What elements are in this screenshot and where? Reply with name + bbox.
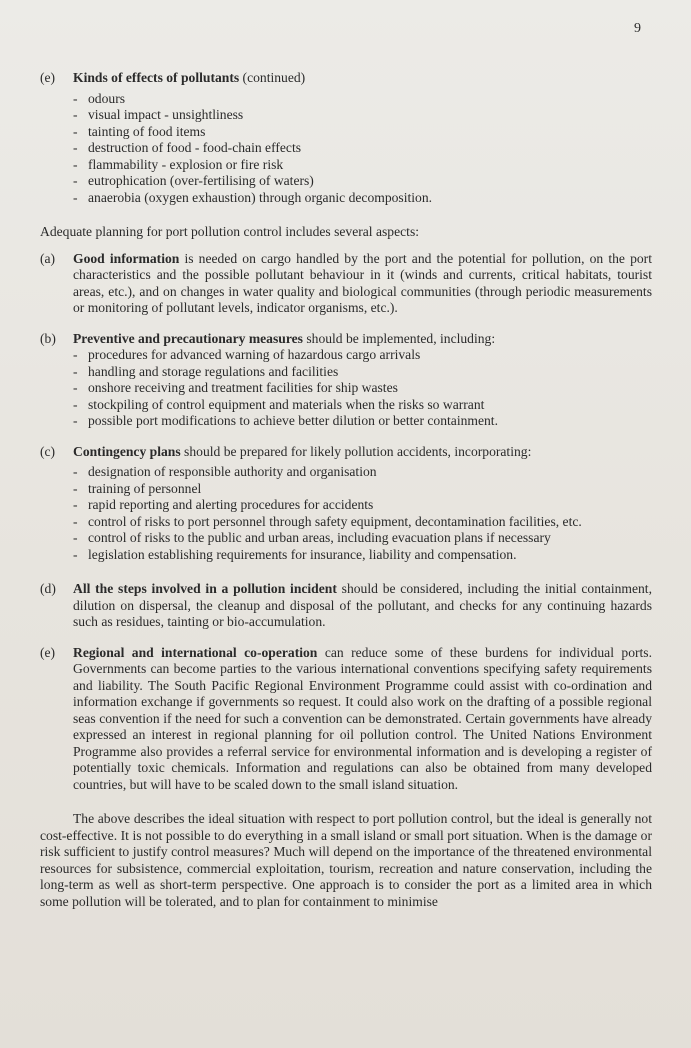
section-label: (e) — [40, 70, 56, 85]
list-item: - legislation establishing requirements for insurance, liability and compensation. — [73, 547, 652, 564]
section-label: (a) — [40, 250, 56, 266]
section-b — [40, 331, 652, 430]
list-item: - rapid reporting and alerting procedures for accidents — [73, 497, 652, 514]
section-text: can reduce some of these burdens for individual ports. Governments can become parties to the various international conventions specifying safety requirements and liability. The South Pacific Regional Environment Programme could assist with co-ordination and information exchange if governments so request. It could also work on the drafting of a possible regional seas convention if the need for such a convention can be demonstrated. Certain governments have already expressed an interest in regional planning for oil pollution control. The United Nations Environment Programme also provides a referral service for environmental information and is developing a register of potentially toxic chemicals. Information and regulations can also be obtained from many developed countries, but will have to be scaled down to the small island situation. — [73, 644, 652, 792]
section-text: should be considered, including the initial containment, dilution on dispersal, the cleanup and disposal of the pollutant, and checks for any continuing hazards such as residues, tainting or bio-accumulation. — [73, 581, 652, 629]
section-text: should be implemented, including: — [302, 330, 496, 346]
effects-list — [73, 91, 652, 207]
section-heading: Good information — [73, 250, 180, 266]
section-text: is needed on cargo handled by the port and the potential for pollution, on the port characteristics and the possible pollutant behaviour in it (winds and currents, critical habitats, tourist areas, etc.), and on changes in water quality and biological communities (through periodic measurements or monitoring of pollutant levels, indicator organisms, etc.). — [73, 250, 652, 315]
section-e-cooperation — [40, 645, 652, 794]
list-item: - procedures for advanced warning of hazardous cargo arrivals — [73, 347, 652, 364]
list-item: - designation of responsible authority and organisation — [73, 464, 652, 481]
list-item: - odours — [73, 91, 652, 108]
measures-list — [73, 347, 652, 430]
section-e-effects — [40, 70, 652, 206]
list-item: - flammability - explosion or fire risk — [73, 157, 652, 174]
section-heading-suffix: (continued) — [239, 70, 306, 85]
section-label: (b) — [40, 330, 56, 346]
section-heading: Kinds of effects of pollutants — [73, 70, 240, 85]
section-heading: Contingency plans — [73, 443, 181, 459]
list-item: - destruction of food - food-chain effects — [73, 140, 652, 157]
section-a — [40, 251, 652, 317]
list-item: - onshore receiving and treatment facilities for ship wastes — [73, 380, 652, 397]
list-item: - training of personnel — [73, 481, 652, 498]
closing-paragraph: The above describes the ideal situation with respect to port pollution control, but the ideal is generally not cost-effective. It is not possible to do everything in a small island or small port situation. When is the damage or risk sufficient to justify control measures? Much will depend on the importance of the threatened environmental resources for subsistence, commercial exploitation, tourism, recreation and nature conservation, including the long-term as well as short-term perspective. One approach is to consider the port as a limited area in which some pollution will be tolerated, and to plan for containment to minimise — [40, 811, 652, 909]
list-item: - control of risks to the public and urban areas, including evacuation plans if necessary — [73, 530, 652, 547]
section-heading: Regional and international co-operation — [73, 644, 318, 660]
section-label: (d) — [40, 581, 56, 596]
list-item: - anaerobia (oxygen exhaustion) through organic decomposition. — [73, 190, 652, 207]
section-c — [40, 444, 652, 564]
intro-paragraph: Adequate planning for port pollution control includes several aspects: — [40, 224, 420, 239]
list-item: - possible port modifications to achieve better dilution or better containment. — [73, 413, 652, 430]
list-item: - tainting of food items — [73, 124, 652, 141]
list-item: - control of risks to port personnel through safety equipment, decontamination facilities, etc. — [73, 514, 652, 531]
section-heading: Preventive and precautionary measures — [73, 330, 303, 346]
list-item: - stockpiling of control equipment and materials when the risks so warrant — [73, 397, 652, 414]
page-content — [40, 70, 652, 910]
section-text: should be prepared for likely pollution accidents, incorporating: — [180, 443, 532, 459]
contingency-list — [73, 464, 652, 563]
list-item: - visual impact - unsightliness — [73, 107, 652, 124]
section-heading: All the steps involved in a pollution incident — [73, 581, 337, 596]
list-item: - eutrophication (over-fertilising of waters) — [73, 173, 652, 190]
page-number: 9 — [634, 21, 641, 36]
section-label: (e) — [40, 644, 56, 660]
section-label: (c) — [40, 443, 56, 459]
list-item: - handling and storage regulations and facilities — [73, 364, 652, 381]
section-d — [40, 581, 652, 631]
